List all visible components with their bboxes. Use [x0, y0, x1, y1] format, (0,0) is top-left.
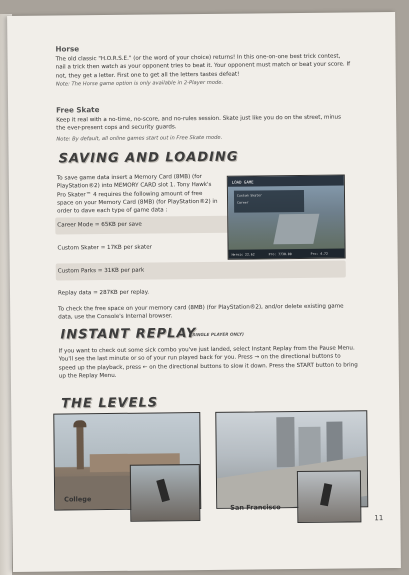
screenshot-row: Custom Skater	[236, 193, 262, 198]
sf-tower	[276, 417, 295, 467]
sf-inset-screenshot	[297, 470, 362, 523]
screenshot-building	[273, 214, 319, 244]
horse-body: The old classic "H.O.R.S.E." (or the word of your choice) returns! In this one-on-one best trick contest, nail a trick then watch as your opponent tries to beat it. Your opponent must match or beat your score. If not, they get a letter. First one to get all the letters tastes defeat!	[55, 53, 351, 80]
free-skate-heading: Free Skate	[56, 105, 100, 115]
replay-body: If you want to check out some sick combo you've just landed, select Instant Replay from the Pause Menu. You'll see the last minute or so of your run played back for you. Press → on the directional buttons to speed up the playback, press ← on the directional buttons to slow it down. Press the START button to bring up the Replay Menu.	[58, 345, 358, 380]
college-tower	[76, 424, 83, 469]
replay-heading: INSTANT REPLAY	[60, 326, 197, 343]
screenshot-title: LOAD GAME	[231, 179, 254, 185]
page-number: 11	[374, 514, 384, 523]
screenshot-stat: Heroic 22.62	[231, 252, 255, 257]
san-francisco-caption: San Francisco	[230, 503, 281, 512]
save-item-parks: Custom Parks = 31KB per park	[57, 267, 145, 275]
manual-page	[7, 12, 401, 572]
screenshot-row: Career	[237, 200, 249, 205]
save-item-career: Career Mode = 65KB per save	[57, 221, 142, 229]
load-game-screenshot	[227, 175, 346, 260]
skater-figure	[320, 483, 332, 506]
save-item-replay: Replay data = 287KB per replay.	[57, 289, 150, 297]
saving-outro: To check the free space on your memory card (8MB) (for PlayStation®2), and/or delete existing game data, use the Console's Internal browser.	[58, 303, 344, 321]
saving-heading: SAVING AND LOADING	[58, 149, 239, 167]
college-inset-screenshot	[130, 464, 201, 522]
free-skate-note: Note: By default, all online games start out in Free Skate mode.	[56, 134, 223, 143]
horse-heading: Horse	[55, 44, 80, 54]
screenshot-stat: Pro: 4.72	[310, 251, 328, 256]
free-skate-body: Keep it real with a no-time, no-score, and no-rules session. Skate just like you do on the street, minus the ever-present cops and security guards.	[56, 114, 342, 132]
college-caption: College	[64, 495, 92, 504]
levels-heading: THE LEVELS	[61, 395, 159, 412]
college-tower-top	[73, 420, 86, 427]
sf-tower	[298, 427, 320, 467]
save-item-skater: Custom Skater = 17KB per skater	[57, 244, 152, 252]
horse-note: Note: The Horse game option is only available in 2-Player mode.	[55, 79, 224, 88]
skater-figure	[156, 479, 170, 502]
saving-intro: To save game data insert a Memory Card (8MB) (for PlayStation®2) into MEMORY CARD slot 1. Tony Hawk's Pro Skater™ 4 requires the following amount of free space on your Memory Card (8MB) (for PlayStation®2) in order to dave each type of game data :	[56, 174, 218, 215]
screenshot-stat: Pro: 7730.00	[268, 252, 292, 257]
replay-subheading: (SINGLE PLAYER ONLY)	[190, 331, 244, 338]
